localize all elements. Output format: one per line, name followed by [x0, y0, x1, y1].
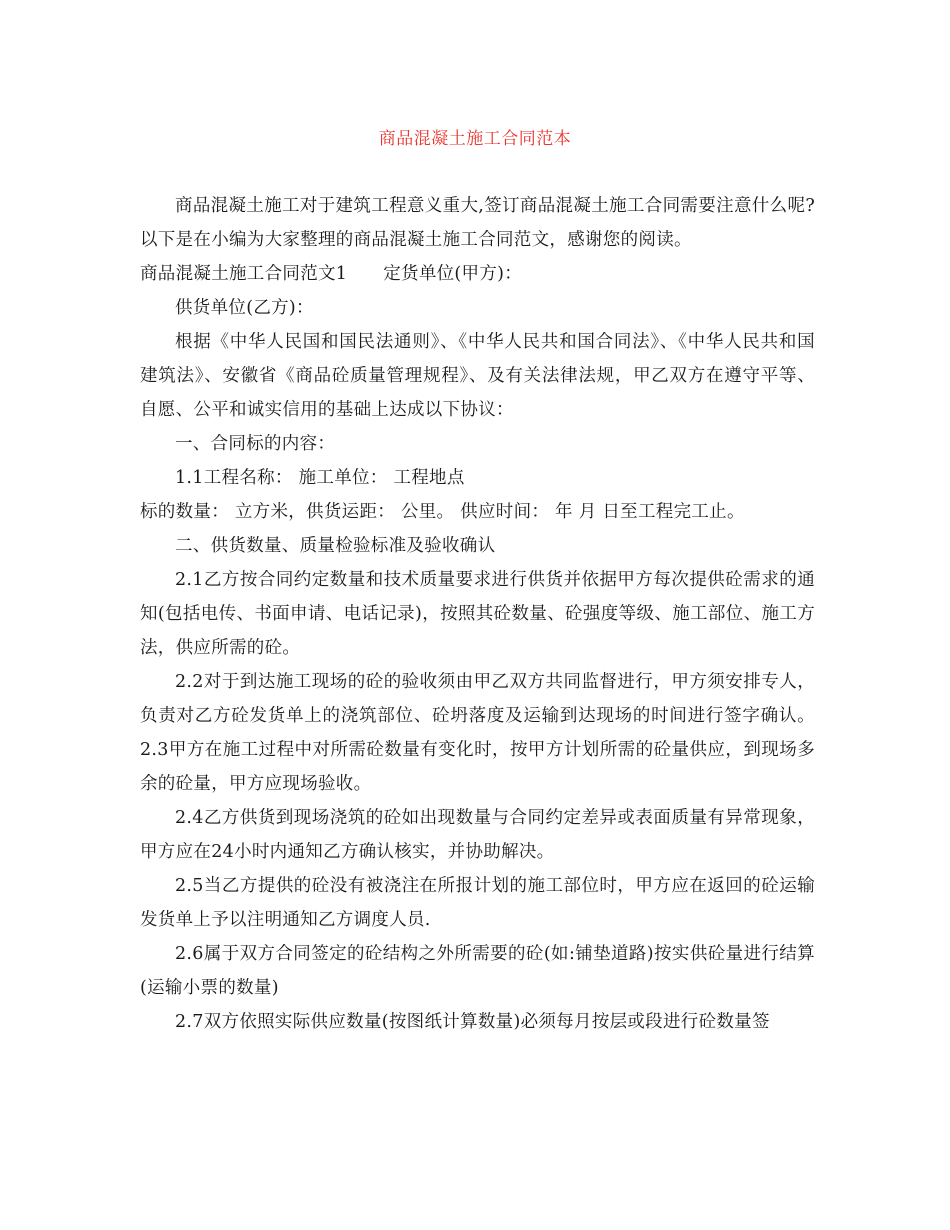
paragraph-contract-heading [140, 257, 815, 291]
paragraph: 2.7双方依照实际供应数量(按图纸计算数量)必须每月按层或段进行砼数量签 [175, 1012, 770, 1032]
paragraph: 1.1工程名称： 施工单位： 工程地点 [175, 468, 465, 488]
paragraph: 标的数量： 立方米，供货运距： 公里。 供应时间： 年 月 日至工程完工止。 [140, 502, 745, 522]
paragraph: 2.6属于双方合同签定的砼结构之外所需要的砼(如:铺垫道路)按实供砼量进行结算(运输小票的数量) [140, 944, 815, 998]
paragraph: 商品混凝土施工对于建筑工程意义重大,签订商品混凝土施工合同需要注意什么呢?以下是在小编为大家整理的商品混凝土施工合同范文，感谢您的阅读。 [140, 196, 815, 250]
paragraph: 供货单位(乙方)： [175, 298, 314, 318]
paragraph: 2.1乙方按合同约定数量和技术质量要求进行供货并依据甲方每次提供砼需求的通知(包括电传、书面申请、电话记录)，按照其砼数量、砼强度等级、施工部位、施工方法，供应所需的砼。 [140, 570, 815, 658]
section-heading: 二、供货数量、质量检验标准及验收确认 [175, 536, 496, 556]
contract-sample-label: 商品混凝土施工合同范文1 [140, 264, 348, 284]
paragraph: 根据《中华人民国和国民法通则》、《中华人民共和国合同法》、《中华人民共和国建筑法》、安徽省《商品砼质量管理规程》、及有关法律法规，甲乙双方在遵守平等、自愿、公平和诚实信用的基础上达成以下协议： [140, 332, 815, 420]
paragraph: 2.4乙方供货到现场浇筑的砼如出现数量与合同约定差异或表面质量有异常现象，甲方应在24小时内通知乙方确认核实，并协助解决。 [140, 808, 815, 862]
section-heading: 一、合同标的内容： [175, 434, 336, 454]
buyer-label: 定货单位(甲方)： [383, 264, 523, 284]
paragraph: 2.5当乙方提供的砼没有被浇注在所报计划的施工部位时，甲方应在返回的砼运输发货单上予以注明通知乙方调度人员. [140, 876, 815, 930]
document-body [140, 189, 815, 1039]
document-title: 商品混凝土施工合同范本 [378, 129, 572, 149]
paragraph: 2.2对于到达施工现场的砼的验收须由甲乙双方共同监督进行，甲方须安排专人，负责对乙方砼发货单上的浇筑部位、砼坍落度及运输到达现场的时间进行签字确认。2.3甲方在施工过程中对所需砼数量有变化时，按甲方计划所需的砼量供应，到现场多余的砼量，甲方应现场验收。 [140, 672, 815, 794]
